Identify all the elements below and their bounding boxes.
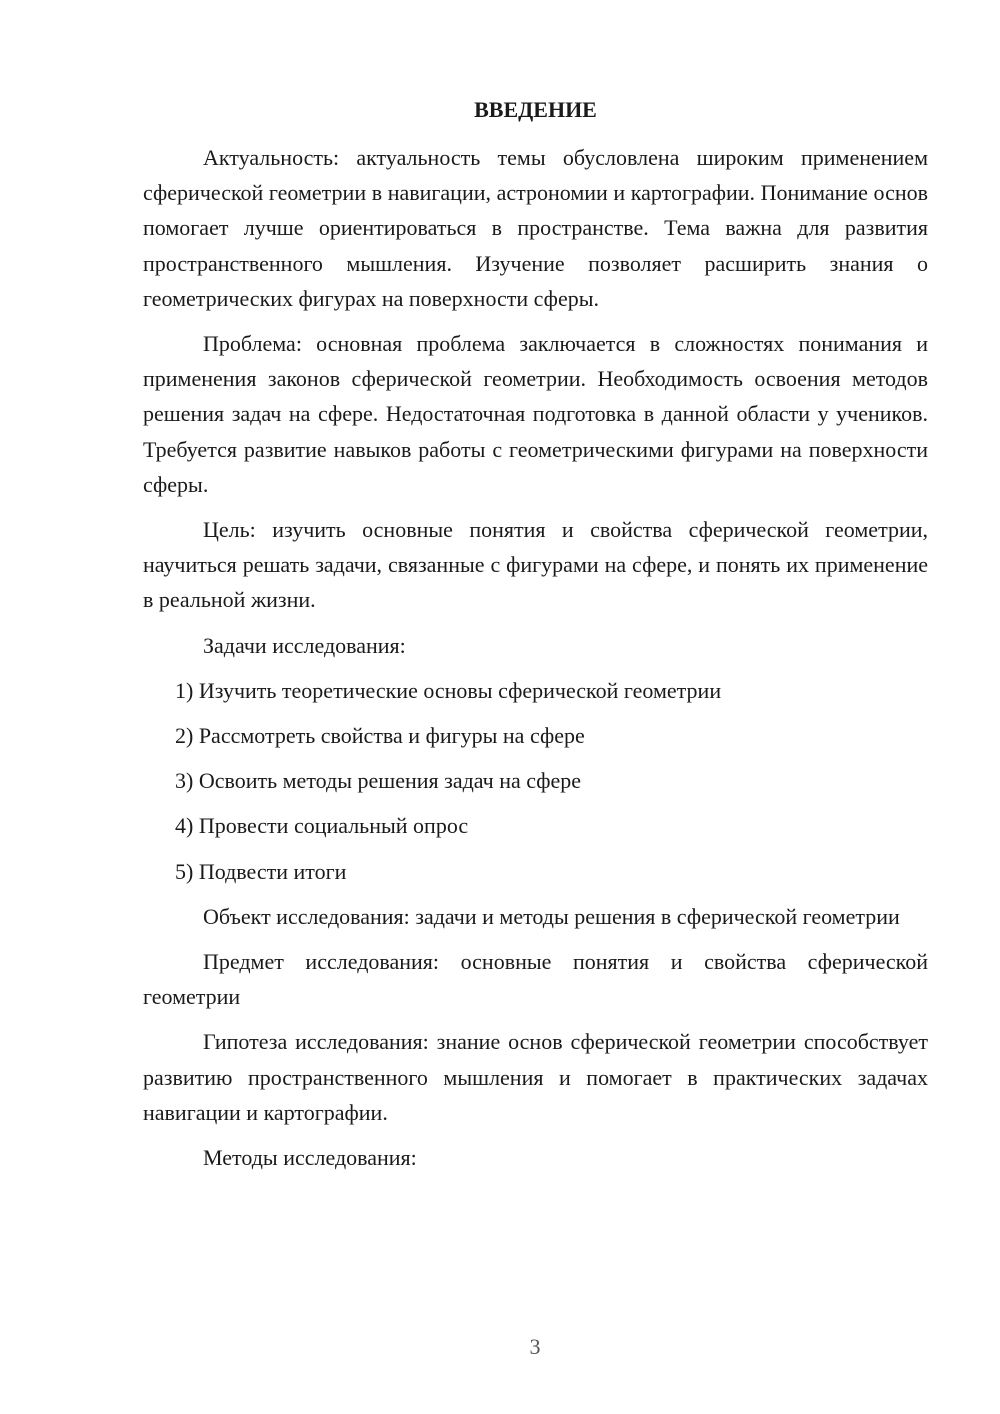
relevance-paragraph: Актуальность: актуальность темы обусловлена широким применением сферической геометрии в навигации, астрономии и картографии. Понимание основ помогает лучше ориентироваться в пространстве. Тема важна для развития пространственного мышления. Изучение позволяет расширить знания о геометрических фигурах на поверхности сферы. [143, 145, 928, 311]
tasks-list [143, 673, 928, 889]
page-title: ВВЕДЕНИЕ [474, 97, 597, 122]
tasks-heading: Задачи исследования: [203, 632, 406, 658]
list-item: 5) Подвести итоги [175, 858, 347, 884]
list-item: 4) Провести социальный опрос [175, 813, 469, 839]
document-page [143, 96, 928, 1185]
problem-paragraph: Проблема: основная проблема заключается в сложностях понимания и применения законов сферической геометрии. Необходимость освоения методов решения задач на сфере. Недостаточная подготовка в данной области у учеников. Требуется развитие навыков работы с геометрическими фигурами на поверхности сферы. [143, 331, 928, 497]
subject-paragraph: Предмет исследования: основные понятия и свойства сферической геометрии [143, 949, 928, 1010]
hypothesis-paragraph: Гипотеза исследования: знание основ сферической геометрии способствует развитию пространственного мышления и помогает в практических задачах навигации и картографии. [143, 1029, 928, 1125]
goal-paragraph: Цель: изучить основные понятия и свойства сферической геометрии, научиться решать задачи, связанные с фигурами на сфере, и понять их применение в реальной жизни. [143, 517, 928, 613]
methods-heading: Методы исследования: [203, 1145, 417, 1171]
object-paragraph: Объект исследования: задачи и методы решения в сферической геометрии [203, 903, 900, 929]
list-item: 1) Изучить теоретические основы сферической геометрии [175, 677, 722, 703]
list-item: 2) Рассмотреть свойства и фигуры на сфере [175, 723, 585, 749]
page-number: 3 [529, 1334, 541, 1359]
list-item: 3) Освоить методы решения задач на сфере [175, 768, 582, 794]
